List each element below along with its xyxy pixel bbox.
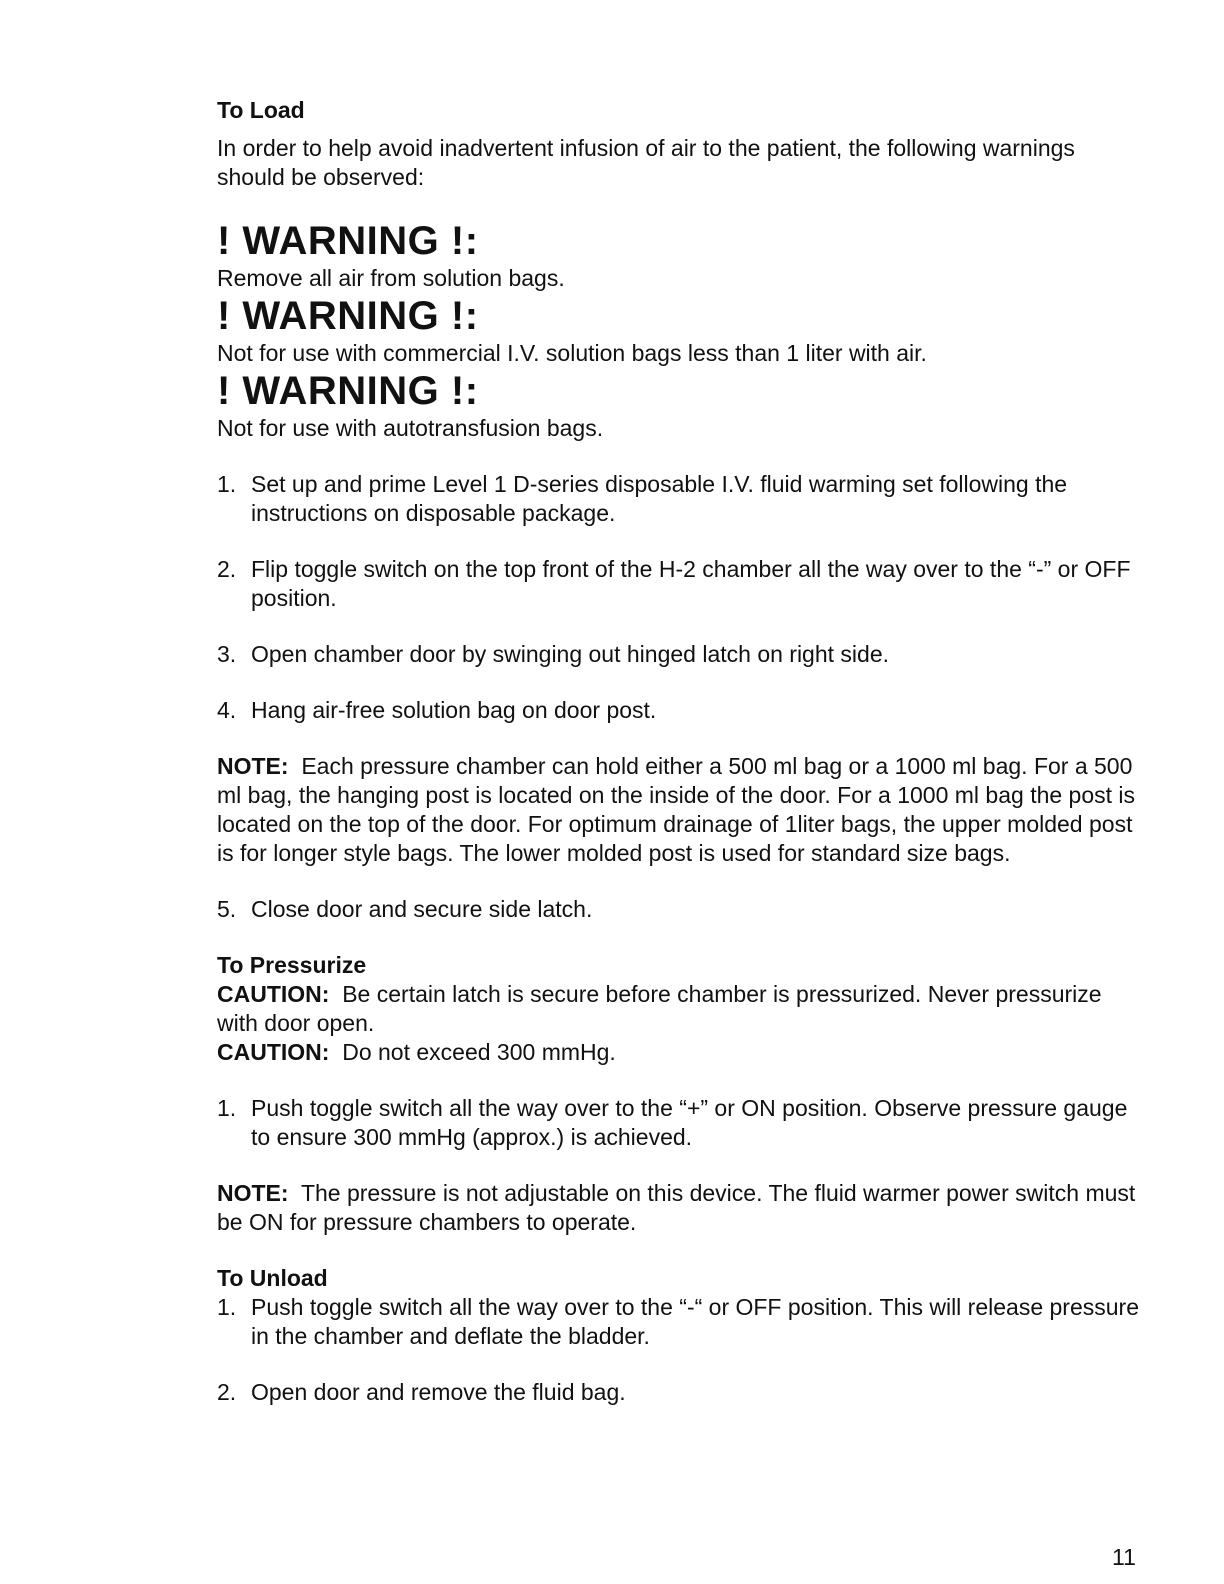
list-text: Hang air-free solution bag on door post. [251, 697, 657, 723]
load-step-1 [217, 470, 1147, 528]
warning-title-2: ! WARNING !: [217, 294, 479, 338]
to-load-heading: To Load [217, 97, 305, 123]
list-number: 1. [217, 1294, 237, 1320]
list-text: Open door and remove the fluid bag. [251, 1379, 626, 1405]
caution-text: Do not exceed 300 mmHg. [342, 1039, 616, 1065]
unload-step-1 [217, 1293, 1147, 1351]
load-step-2 [217, 555, 1147, 613]
list-text: Push toggle switch all the way over to the “-“ or OFF position. This will release pressure in the chamber and deflate the bladder. [251, 1294, 1139, 1349]
list-number: 5. [217, 896, 237, 922]
list-number: 2. [217, 1379, 237, 1405]
caution-1 [217, 980, 1147, 1038]
to-pressurize-heading: To Pressurize [217, 952, 367, 978]
unload-step-2 [217, 1378, 1147, 1407]
load-note [217, 752, 1147, 868]
list-text: Close door and secure side latch. [251, 896, 593, 922]
list-text: Push toggle switch all the way over to the “+” or ON position. Observe pressure gauge to ensure 300 mmHg (approx.) is achieved. [251, 1095, 1128, 1150]
warning-text-3: Not for use with autotransfusion bags. [217, 415, 604, 441]
to-unload-heading: To Unload [217, 1265, 328, 1291]
warning-title-1: ! WARNING !: [217, 219, 479, 263]
warning-text-1: Remove all air from solution bags. [217, 265, 565, 291]
document-page [217, 94, 1147, 1407]
caution-label: CAUTION: [217, 1039, 330, 1065]
load-step-5 [217, 895, 1147, 924]
warning-title-3: ! WARNING !: [217, 369, 479, 413]
list-number: 1. [217, 471, 237, 497]
caution-text: Be certain latch is secure before chamber is pressurized. Never pressurize with door open. [217, 981, 1102, 1036]
page-number: 11 [1112, 1544, 1136, 1570]
list-text: Open chamber door by swinging out hinged latch on right side. [251, 641, 890, 667]
warning-text-2: Not for use with commercial I.V. solution bags less than 1 liter with air. [217, 340, 927, 366]
note-text: Each pressure chamber can hold either a 500 ml bag or a 1000 ml bag. For a 500 ml bag, the hanging post is located on the inside of the door. For a 1000 ml bag the post is located on the top of the door. For optimum drainage of 1liter bags, the upper molded post is for longer style bags. The lower molded post is used for standard size bags. [217, 753, 1136, 866]
note-label: NOTE: [217, 1180, 289, 1206]
pressurize-step-1 [217, 1094, 1147, 1152]
list-number: 1. [217, 1095, 237, 1121]
to-load-intro: In order to help avoid inadvertent infusion of air to the patient, the following warnings should be observed: [217, 135, 1075, 190]
load-step-4 [217, 696, 1147, 725]
caution-label: CAUTION: [217, 981, 330, 1007]
note-text: The pressure is not adjustable on this device. The fluid warmer power switch must be ON for pressure chambers to operate. [217, 1180, 1136, 1235]
list-text: Set up and prime Level 1 D-series disposable I.V. fluid warming set following the instructions on disposable package. [251, 471, 1068, 526]
list-number: 4. [217, 697, 237, 723]
caution-2 [217, 1038, 1147, 1067]
list-number: 3. [217, 641, 237, 667]
note-label: NOTE: [217, 753, 289, 779]
pressurize-note [217, 1179, 1147, 1237]
list-text: Flip toggle switch on the top front of the H-2 chamber all the way over to the “-” or OFF position. [251, 556, 1131, 611]
load-step-3 [217, 640, 1147, 669]
list-number: 2. [217, 556, 237, 582]
